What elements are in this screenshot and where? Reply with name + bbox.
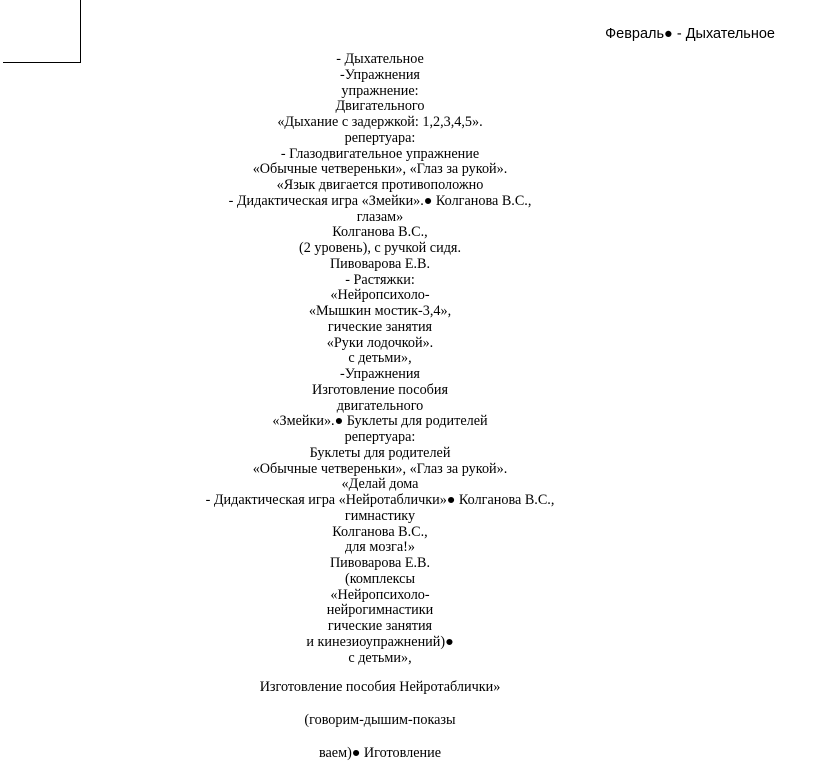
text-line: гимнастику [344,507,416,524]
text-line: Колганова В.С., [332,523,428,540]
text-line: репертуара: [344,129,416,146]
text-line: репертуара: [344,429,416,445]
text-line: «Делай дома [341,476,419,493]
text-line: «Обычные четвереньки», «Глаз за рукой». [252,161,508,178]
text-line: «Дыхание с задержкой: 1,2,3,4,5». [277,114,483,130]
text-line: упражнение: [341,82,419,99]
text-line: - Дидактическая игра «Змейки».● Колганова В.С., [228,192,532,209]
text-line: - Растяжки: [345,271,415,288]
text-line: «Нейропсихоло- [330,586,430,603]
text-line: (комплексы [344,570,416,587]
text-line: (говорим-дышим-показы [304,712,456,728]
text-line: Изготовление пособия [311,381,448,398]
text-line: с детьми», [348,649,412,666]
text-line: гические занятия [327,618,433,634]
text-line: (2 уровень), с ручкой сидя. [298,240,461,256]
text-line: гические занятия [327,318,433,335]
text-line: для мозга!» [345,539,415,556]
text-line: «Змейки».● Буклеты для родителей [272,413,488,430]
text-line: Изготовление пособия Нейротаблички» [259,679,501,696]
text-line: и кинезиоупражнений)● [306,633,454,650]
text-line: Буклеты для родителей [309,444,451,461]
text-line: «Руки лодочкой». [326,334,434,351]
text-line: -Упражнения [340,66,420,83]
text-line: - Глазодвигательное упражнение [280,145,480,162]
text-line: ваем)● Иготовление [318,744,442,761]
text-line: нейрогимнастики [326,602,434,619]
text-line: «Мышкин мостик-3,4», [308,303,452,319]
text-line: «Обычные четвереньки», «Глаз за рукой». [252,460,508,477]
text-line: с детьми», [348,350,412,367]
text-line: Двигательного [335,98,425,115]
text-line: Пивоварова Е.В. [329,255,431,272]
text-line: глазам» [356,208,404,225]
text-line: двигательного [336,397,424,414]
text-line: - Дидактическая игра «Нейротаблички»● Колганова В.С., [205,492,555,508]
text-line: Колганова В.С., [332,224,428,241]
text-line: -Упражнения [340,366,420,382]
text-line: «Язык двигается противоположно [276,177,484,193]
plan-text-block [0,52,760,762]
header-title: Февраль● - Дыхательное [605,26,775,42]
text-line: - Дыхательное [336,51,424,67]
text-line: «Нейропсихоло- [330,287,430,304]
text-line: Пивоварова Е.В. [329,555,431,571]
